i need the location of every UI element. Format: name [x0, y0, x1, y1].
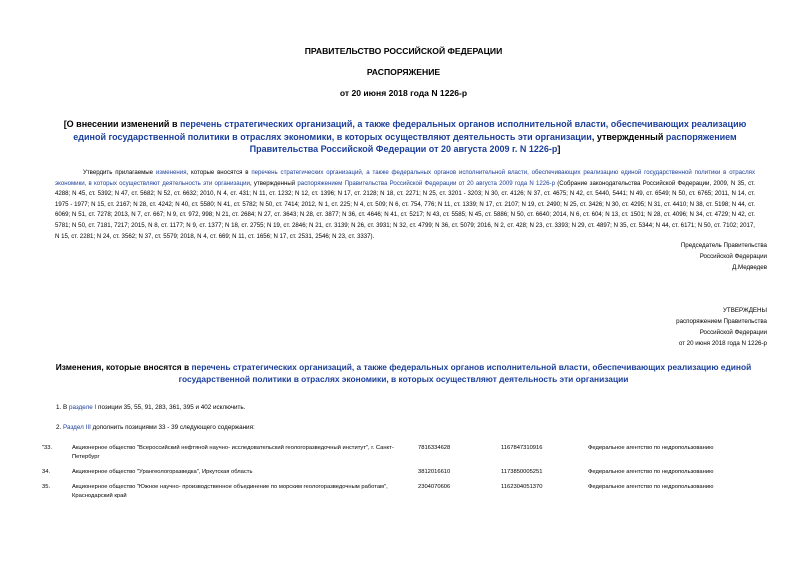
item-link-section-1[interactable]: разделе I: [68, 404, 97, 411]
agency-name: Федеральное агентство по недропользованию: [588, 445, 714, 451]
body-link-changes[interactable]: изменения: [155, 169, 187, 176]
body-text: Утвердить прилагаемые: [83, 169, 156, 176]
agency-name: Федеральное агентство по недропользованию: [588, 484, 714, 490]
approved-line: Российской Федерации: [699, 329, 767, 336]
signature-name: Д.Медведев: [732, 264, 767, 271]
change-item-1: [56, 404, 245, 411]
item-link-section-3[interactable]: Раздел III: [63, 424, 91, 431]
agency-name: Федеральное агентство по недропользованию: [588, 469, 714, 475]
row-number: 35.: [42, 484, 51, 490]
inn-value: 7816334628: [418, 445, 451, 451]
item-text: позиции 35, 55, 91, 283, 361, 395 и 402 исключить.: [96, 404, 246, 411]
body-text: , которые вносятся в: [186, 169, 252, 176]
approved-line: УТВЕРЖДЕНЫ: [723, 307, 767, 314]
document-date-number: от 20 июня 2018 года N 1226-р: [339, 88, 468, 98]
document-title: [55, 118, 755, 156]
positions-table: [42, 444, 788, 501]
body-link-order[interactable]: распоряжением Правительства Российской Федерации от 20 августа 2009 года N 1226-р: [297, 179, 555, 187]
title-link-list[interactable]: перечень стратегических организаций, а также федеральных органов исполнительной власти, обеспечивающих реализацию единой государственной политики в отраслях экономики, в которых осуществляют деятельность эти организации: [73, 119, 747, 142]
table-row: [42, 444, 788, 462]
body-link-list[interactable]: перечень стратегических организаций, а также федеральных органов исполнительной власти, обеспечивающих реализацию единой государственной политики в отраслях экономики, в которых осуществляют деятельность эти организации: [55, 169, 755, 187]
ogrn-value: 1167847310916: [501, 445, 543, 451]
ogrn-value: 1162304051370: [501, 484, 543, 490]
signature-block: [681, 240, 767, 273]
table-row: [42, 468, 788, 477]
changes-title: [40, 362, 767, 385]
changes-title-text: Изменения, которые вносятся в: [55, 362, 192, 372]
approved-line: распоряжением Правительства: [676, 318, 767, 325]
inn-value: 3812016610: [418, 469, 451, 475]
item-text: дополнить позициями 33 - 39 следующего содержания:: [90, 424, 255, 431]
title-text: ]: [557, 144, 561, 154]
row-number: "33.: [42, 445, 53, 451]
title-link-order[interactable]: распоряжением Правительства Российской Федерации от 20 августа 2009 г. N 1226-р: [249, 131, 737, 154]
table-row: [42, 483, 788, 501]
title-text: [О внесении изменений в: [63, 119, 180, 129]
approved-block: [676, 305, 767, 349]
organization-name: Акционерное общество "Южное научно- производственное объединение по морским геологоразведочным работам", Краснодарский край: [72, 484, 388, 499]
item-text: 2.: [56, 424, 64, 431]
inn-value: 2304070606: [418, 484, 451, 490]
title-text: , утвержденный: [591, 131, 666, 142]
item-text: 1. В: [56, 404, 69, 411]
signature-line: Председатель Правительства: [680, 242, 767, 249]
changes-title-link[interactable]: перечень стратегических организаций, а также федеральных органов исполнительной власти, обеспечивающих реализацию единой государственной политики в отраслях экономики, в которых осуществляют деятельность эти организации: [178, 362, 752, 384]
row-number: 34.: [42, 469, 51, 475]
change-item-2: [56, 424, 255, 431]
organization-name: Акционерное общество "Всероссийский нефтяной научно- исследовательский геологоразведочный институт", г. Санкт-Петербург: [72, 445, 394, 460]
document-type: РАСПОРЯЖЕНИЕ: [366, 67, 441, 77]
body-paragraph: [55, 168, 755, 242]
body-text: , утвержденный: [249, 179, 298, 187]
signature-line: Российской Федерации: [699, 253, 767, 260]
organization-name: Акционерное общество "Урангеологоразведка", Иркутская область: [72, 469, 253, 475]
ogrn-value: 1173850005251: [501, 469, 543, 475]
approved-line: от 20 июня 2018 года N 1226-р: [678, 340, 767, 347]
government-heading: ПРАВИТЕЛЬСТВО РОССИЙСКОЙ ФЕДЕРАЦИИ: [304, 46, 503, 56]
body-text: (Собрание законодательства Российской Федерации, 2009, N 35, ст. 4288; N 45, ст. 5392; N 47, ст. 5682; N 52, ст. 6632; 2010, N 4, ст. 431; N 11, ст. 1232; N 12, ст. 1396; N 17, ст. 2128; N 18, ст. 2271; N 25, ст. 3201 - 3203; N 30, ст. 4126; N 37, ст. 4675; N 42, ст. 5440, 5441; N 49, ст. 6549; N 50, ст. 6765; 2011, N 14, ст. 1975 - 1977; N 15, ст. 2167; N 28, ст. 4242; N 40, ст. 5580; N 41, ст. 5782; N 50, ст. 7414; 2012, N 1, ст. 225; N 4, ст. 509; N 6, ст. 754, 776; N 11, ст. 1339; N 17, ст. 2107; N 19, ст. 2490; N 25, ст. 3426; N 30, ст. 4295; N 31, ст. 4410; N 38, ст. 5198; N 44, ст. 6069; N 51, ст. 7278; 2013, N 7, ст. 667; N 9, ст. 972, 998; N 21, ст. 2684; N 27, ст. 3643; N 28, ст. 3877; N 36, ст. 4646; N 41, ст. 5217; N 43, ст. 5585; N 45, ст. 5886; N 50, ст. 6640; 2014, N 6, ст. 604; N 13, ст. 1501; N 28, ст. 4096; N 34, ст. 4729; N 42, ст. 5781; N 50, ст. 7181, 7217; 2015, N 8, ст. 1177; N 9, ст. 1377; N 18, ст. 2755; N 19, ст. 2846; N 21, ст. 3139; N 26, ст. 3931; N 32, ст. 4799; N 36, ст. 5079; 2016, N 2, ст. 428; N 23, ст. 3393; N 29, ст. 4897; N 35, ст. 5344; N 44, ст. 6171; N 50, ст. 7102; 2017, N 15, ст. 2281; N 24, ст. 3562; N 37, ст. 5579; 2018, N 4, ст. 669; N 11, ст. 1656; N 17, ст. 2531, 2546; N 23, ст. 3337).: [55, 179, 755, 240]
